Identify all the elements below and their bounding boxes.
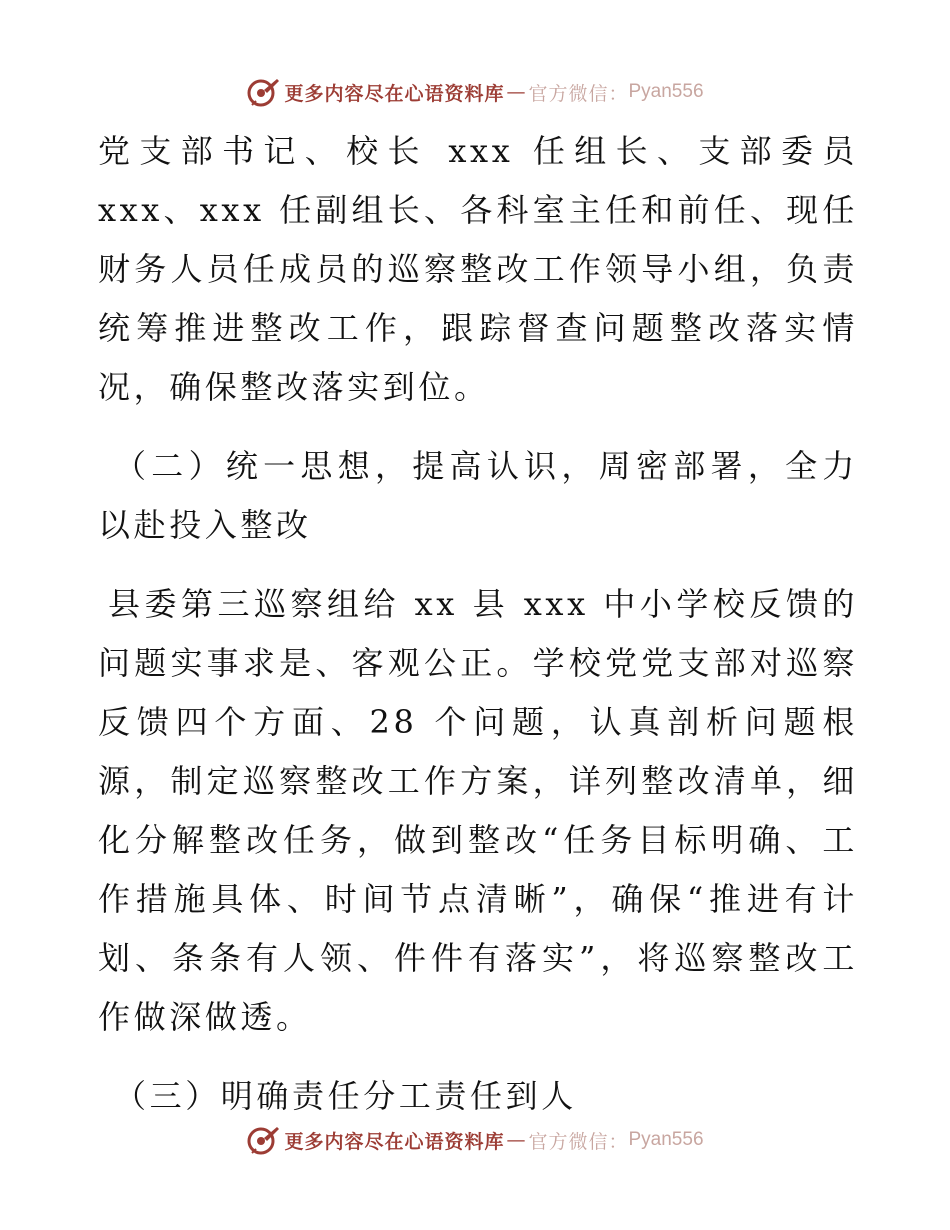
- watermark-brand: 更多内容尽在心语资料库: [284, 82, 505, 105]
- document-body: [98, 122, 858, 1126]
- watermark-wechat-id: Pyan556: [628, 81, 704, 102]
- section-heading-2: （二）统一思想，提高认识，周密部署，全力以赴投入整改: [98, 447, 858, 544]
- watermark-dash: —: [506, 1129, 527, 1151]
- paragraph-feedback: 县委第三巡察组给 xx 县 xxx 中小学校反馈的问题实事求是、客观公正。学校党党支部对巡察反馈四个方面、28 个问题，认真剖析问题根源，制定巡察整改工作方案，详列整改清单，细化分解整改任务，做到整改“任务目标明确、工作措施具体、时间节点清晰”，确保“推进有计划、条条有人领、件件有落实”，将巡察整改工作做深做透。: [98, 585, 858, 1036]
- watermark-contact-label: 官方微信：: [528, 82, 629, 105]
- pen-logo-icon: [246, 75, 280, 109]
- watermark-wechat-id: Pyan556: [628, 1129, 704, 1150]
- section-heading-3: （三）明确责任分工责任到人: [114, 1077, 577, 1115]
- watermark-dash: —: [506, 81, 527, 103]
- header-watermark: [0, 72, 950, 112]
- paragraph-leadership-group: 党支部书记、校长 xxx 任组长、支部委员 xxx、xxx 任副组长、各科室主任和前任、现任财务人员任成员的巡察整改工作领导小组，负责统筹推进整改工作，跟踪督查问题整改落实情况，确保整改落实到位。: [98, 132, 858, 406]
- watermark-contact-label: 官方微信：: [528, 1130, 629, 1153]
- watermark-brand: 更多内容尽在心语资料库: [284, 1130, 505, 1153]
- footer-watermark: [0, 1120, 950, 1160]
- pen-logo-icon: [246, 1123, 280, 1157]
